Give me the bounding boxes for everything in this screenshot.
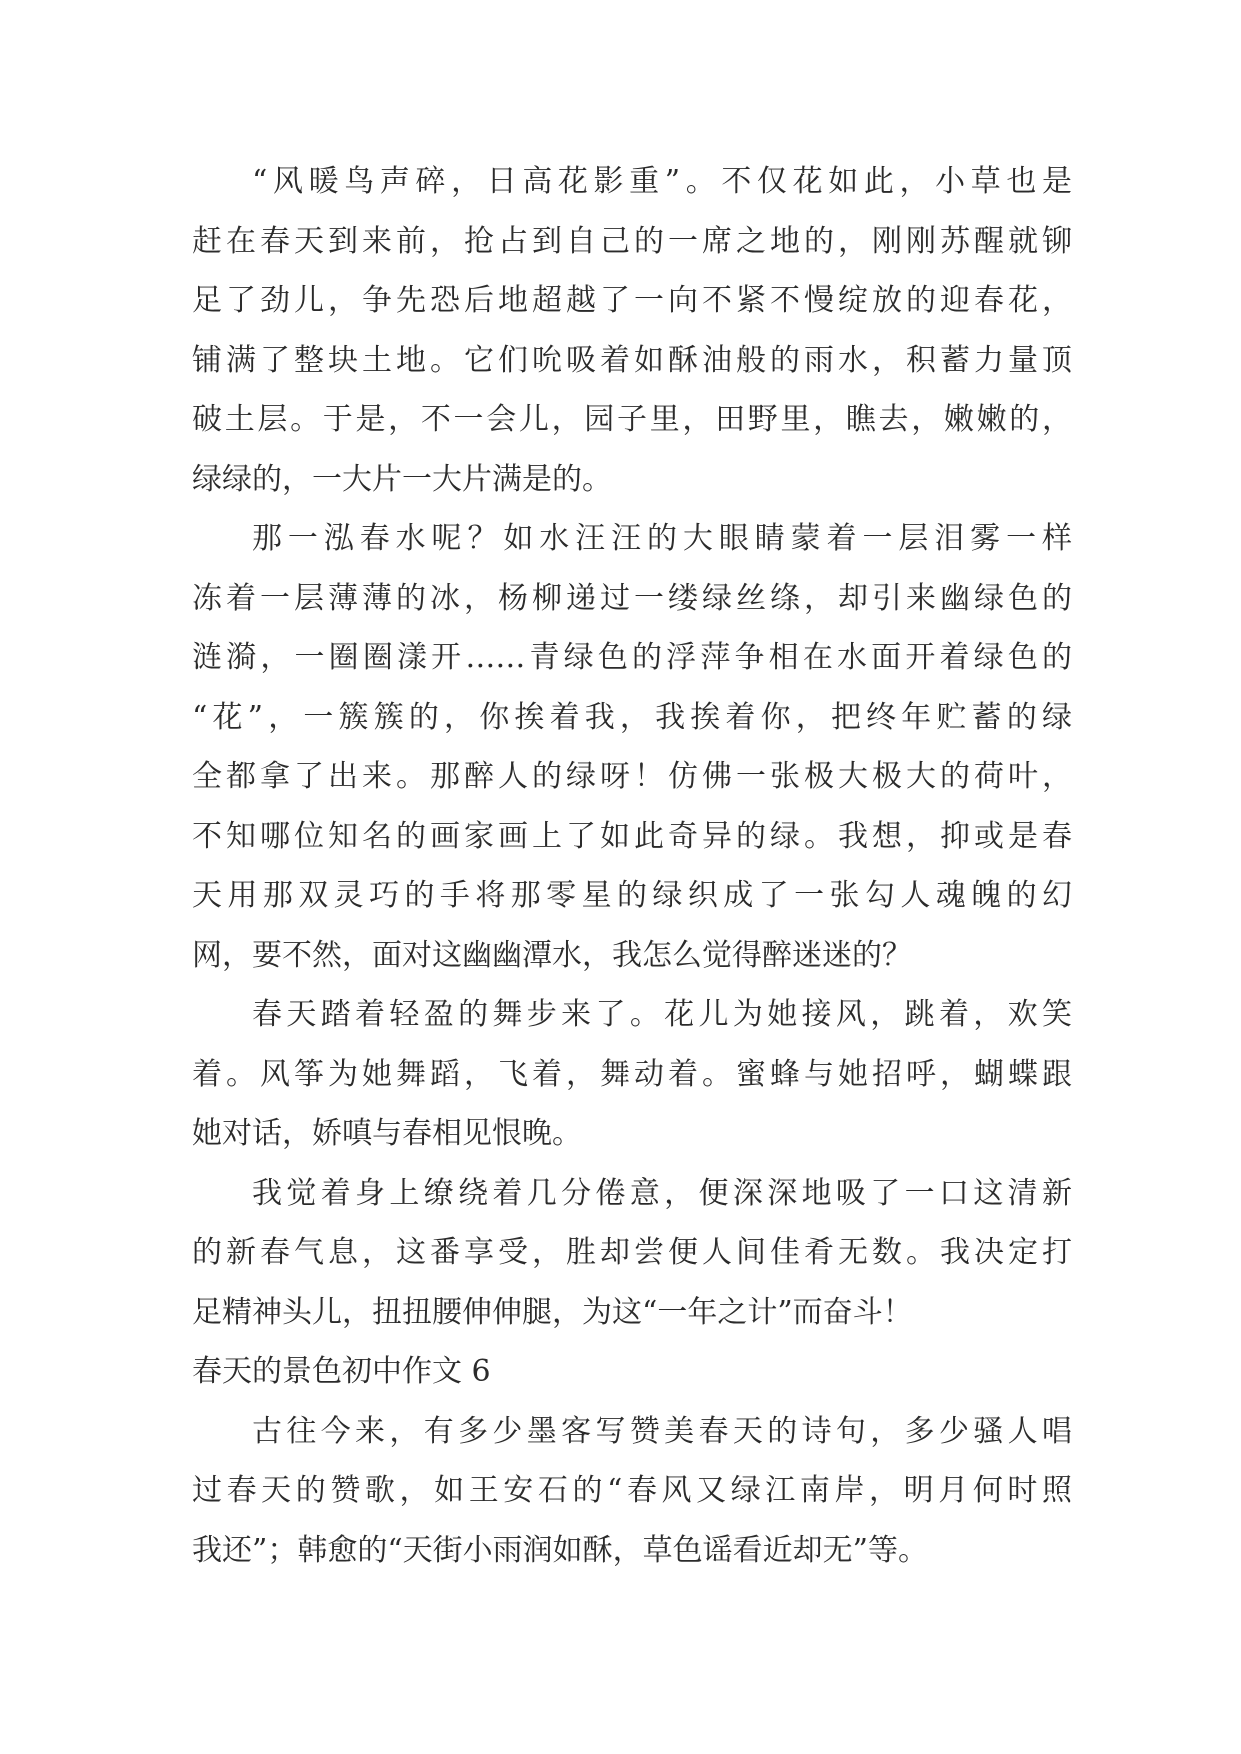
paragraph-line: 她对话，娇嗔与春相见恨晚。 [192,1116,582,1151]
paragraph-line: 过春天的赞歌，如王安石的“春风又绿江南岸，明月何时照 [192,1473,1072,1508]
paragraph-line: 古往今来，有多少墨客写赞美春天的诗句，多少骚人唱 [252,1413,1072,1449]
paragraph-line: 冻着一层薄薄的冰，杨柳递过一缕绿丝绦，却引来幽绿色的 [192,580,1072,616]
paragraph-line: 网，要不然，面对这幽幽潭水，我怎么觉得醉迷迷的？ [192,937,912,973]
paragraph-line: 我觉着身上缭绕着几分倦意，便深深地吸了一口这清新 [252,1175,1072,1211]
paragraph-line: 春天踏着轻盈的舞步来了。花儿为她接风，跳着，欢笑 [252,997,1072,1032]
document-body [192,152,1072,1580]
paragraph-line: 那一泓春水呢？如水汪汪的大眼睛蒙着一层泪雾一样 [252,521,1072,556]
paragraph-line: 不知哪位知名的画家画上了如此奇异的绿。我想，抑或是春 [192,818,1072,854]
paragraph-line: 着。风筝为她舞蹈，飞着，舞动着。蜜蜂与她招呼，蝴蝶跟 [192,1056,1072,1092]
paragraph-line: 足了劲儿，争先恐后地超越了一向不紧不慢绽放的迎春花， [192,283,1072,318]
paragraph-line: 涟漪，一圈圈漾开……青绿色的浮萍争相在水面开着绿色的 [192,640,1072,675]
paragraph-line: 我还”；韩愈的“天街小雨润如酥，草色谣看近却无”等。 [192,1532,929,1568]
paragraph-line: 铺满了整块土地。它们吮吸着如酥油般的雨水，积蓄力量顶 [192,342,1072,378]
paragraph-line: 的新春气息，这番享受，胜却尝便人间佳肴无数。我决定打 [192,1235,1072,1270]
paragraph-line: “花”，一簇簇的，你挨着我，我挨着你，把终年贮蓄的绿 [192,699,1072,735]
paragraph-line: “风暖鸟声碎，日高花影重”。不仅花如此，小草也是 [252,164,1072,199]
paragraph-line: 赶在春天到来前，抢占到自己的一席之地的，刚刚苏醒就铆 [192,223,1072,259]
section-heading: 春天的景色初中作文 6 [192,1354,491,1389]
paragraph-line: 天用那双灵巧的手将那零星的绿织成了一张勾人魂魄的幻 [192,878,1072,913]
paragraph-line: 绿绿的，一大片一大片满是的。 [192,461,612,497]
paragraph-line: 全都拿了出来。那醉人的绿呀！仿佛一张极大极大的荷叶， [192,759,1072,794]
paragraph-line: 足精神头儿，扭扭腰伸伸腿，为这“一年之计”而奋斗！ [192,1294,913,1330]
paragraph-line: 破土层。于是，不一会儿，园子里，田野里，瞧去，嫩嫩的， [192,402,1072,437]
